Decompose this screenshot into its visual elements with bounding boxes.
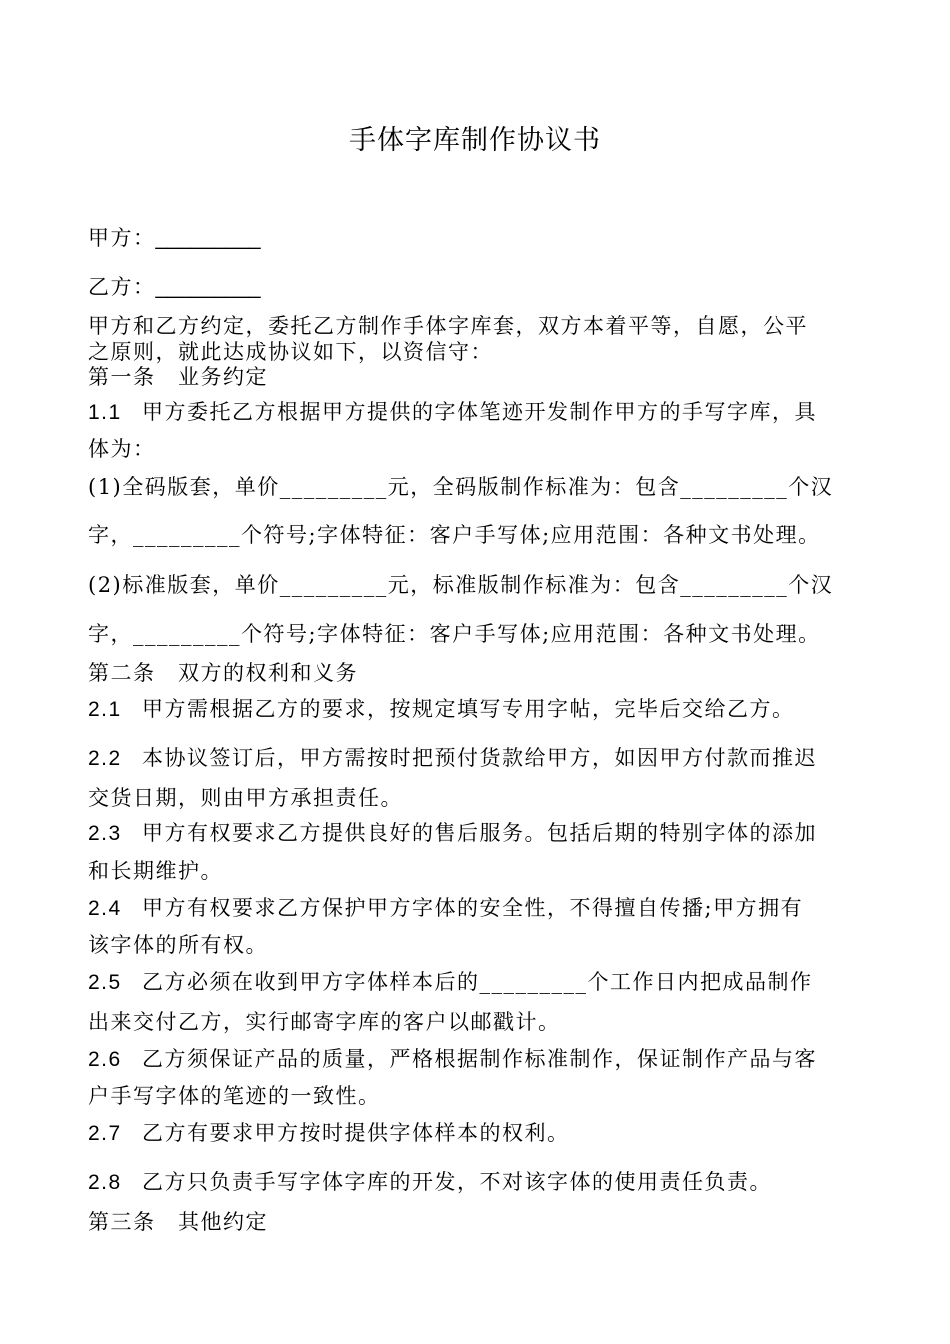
- item-2-line-1: (2)标准版套，单价_________元，标准版制作标准为：包含_________个汉: [88, 573, 834, 597]
- party-a-line: [88, 224, 878, 253]
- clause-2-4-line-1: [88, 894, 878, 923]
- clause-number: 2.1: [88, 698, 122, 721]
- party-a-blank: _________: [155, 227, 261, 250]
- clause-number: 1.1: [88, 401, 122, 424]
- clause-text: 乙方必须在收到甲方字体样本后的_________个工作日内把成品制作: [142, 970, 813, 994]
- clause-2-8-line-1: [88, 1168, 878, 1197]
- clause-2-3-line-1: [88, 819, 878, 848]
- clause-2-2-line-1: [88, 744, 878, 773]
- clause-text: 乙方有要求甲方按时提供字体样本的权利。: [142, 1121, 570, 1145]
- clause-2-5-line-1: [88, 968, 878, 997]
- article-2-heading: 第二条 双方的权利和义务: [88, 661, 358, 685]
- clause-number: 2.4: [88, 897, 122, 920]
- intro-line-2: 之原则，就此达成协议如下，以资信守：: [88, 340, 493, 364]
- clause-text: 乙方须保证产品的质量，严格根据制作标准制作，保证制作产品与客: [142, 1047, 817, 1071]
- clause-text: 甲方有权要求乙方提供良好的售后服务。包括后期的特别字体的添加: [142, 821, 817, 845]
- party-b-label: 乙方：: [88, 275, 156, 299]
- clause-2-6-line-2: 户手写字体的笔迹的一致性。: [88, 1084, 381, 1108]
- clause-2-3-line-2: 和长期维护。: [88, 859, 223, 883]
- clause-2-7-line-1: [88, 1119, 878, 1148]
- party-b-blank: _________: [155, 276, 261, 299]
- document-title: 手体字库制作协议书: [349, 125, 601, 156]
- clause-text: 本协议签订后，甲方需按时把预付货款给甲方，如因甲方付款而推迟: [142, 746, 817, 770]
- clause-2-6-line-1: [88, 1045, 878, 1074]
- clause-number: 2.7: [88, 1122, 122, 1145]
- clause-number: 2.6: [88, 1048, 122, 1071]
- clause-number: 2.8: [88, 1171, 122, 1194]
- clause-number: 2.2: [88, 747, 122, 770]
- clause-1-1-line-2: 体为：: [88, 437, 156, 461]
- clause-2-5-line-2: 出来交付乙方，实行邮寄字库的客户以邮戳计。: [88, 1010, 561, 1034]
- item-1-line-2: 字，_________个符号;字体特征：客户手写体;应用范围：各种文书处理。: [88, 523, 821, 547]
- clause-2-1-line-1: [88, 695, 878, 724]
- clause-number: 2.5: [88, 971, 122, 994]
- item-2-line-2: 字，_________个符号;字体特征：客户手写体;应用范围：各种文书处理。: [88, 622, 821, 646]
- clause-text: 甲方委托乙方根据甲方提供的字体笔迹开发制作甲方的手写字库，具: [142, 400, 817, 424]
- clause-text: 甲方需根据乙方的要求，按规定填写专用字帖，完毕后交给乙方。: [142, 697, 795, 721]
- clause-text: 乙方只负责手写字体字库的开发，不对该字体的使用责任负责。: [142, 1170, 772, 1194]
- party-b-line: [88, 273, 878, 302]
- clause-text: 甲方有权要求乙方保护甲方字体的安全性，不得擅自传播;甲方拥有: [142, 896, 804, 920]
- item-1-line-1: (1)全码版套，单价_________元，全码版制作标准为：包含_________个汉: [88, 475, 834, 499]
- clause-2-2-line-2: 交货日期，则由甲方承担责任。: [88, 786, 403, 810]
- clause-2-4-line-2: 该字体的所有权。: [88, 933, 268, 957]
- party-a-label: 甲方：: [88, 226, 156, 250]
- intro-line-1: 甲方和乙方约定，委托乙方制作手体字库套，双方本着平等，自愿，公平: [88, 314, 808, 338]
- article-3-heading: 第三条 其他约定: [88, 1210, 268, 1234]
- clause-number: 2.3: [88, 822, 122, 845]
- clause-1-1-line-1: [88, 398, 878, 427]
- article-1-heading: 第一条 业务约定: [88, 365, 268, 389]
